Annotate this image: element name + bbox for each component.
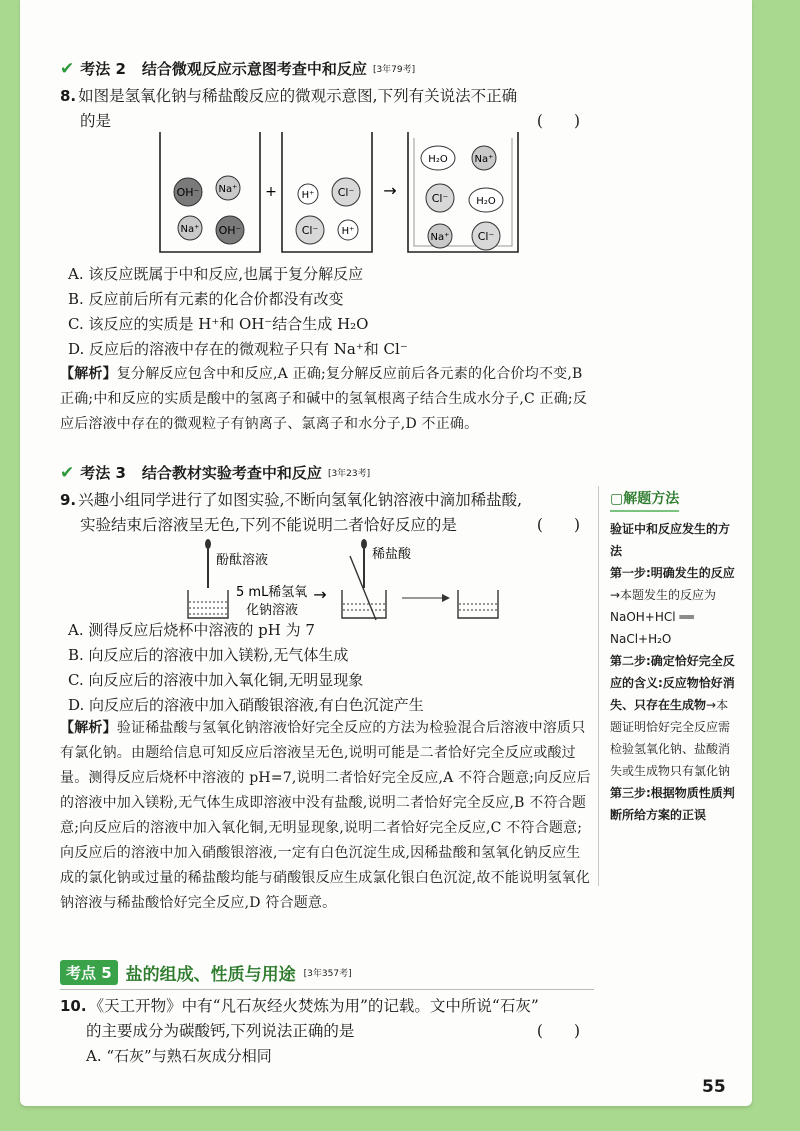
option-c[interactable]: C. 向反应后的溶液中加入氧化铜,无明显现象: [68, 671, 364, 689]
stem-line: 的主要成分为碳酸钙,下列说法正确的是: [86, 1022, 355, 1040]
question-number: 8.: [60, 87, 77, 105]
check-icon: ✔: [60, 58, 75, 79]
explanation-label: 【解析】: [60, 720, 117, 736]
kaodian-count: [3年357考]: [303, 969, 352, 979]
option-b[interactable]: B. 向反应后的溶液中加入镁粉,无气体生成: [68, 646, 349, 664]
particle-label: H⁺: [341, 226, 355, 237]
question-9-stem: [60, 488, 594, 538]
label-hcl: 稀盐酸: [372, 547, 412, 562]
stem-line: 如图是氢氧化钠与稀盐酸反应的微观示意图,下列有关说法不正确: [78, 87, 518, 105]
experiment-diagram: [180, 538, 500, 624]
kaofa-label: 考法 3: [80, 464, 126, 482]
particle-label: H₂O: [476, 196, 496, 207]
particle-label: Na⁺: [430, 232, 450, 243]
step-1-text: →本题发生的反应为 NaOH+HCl ══ NaCl+H₂O: [610, 588, 717, 646]
arrow-icon: →: [313, 585, 327, 604]
plus-sign: +: [265, 184, 277, 200]
option-b[interactable]: B. 反应前后所有元素的化合价都没有改变: [68, 290, 344, 308]
particle-label: Cl⁻: [337, 186, 355, 199]
question-number: 10.: [60, 997, 87, 1015]
step-3-label: 第三步:根据物质性质判断所给方案的正误: [610, 786, 735, 822]
sidebar-intro: 验证中和反应发生的方法: [610, 522, 731, 558]
column-divider: [598, 486, 599, 886]
reaction-diagram: [150, 128, 530, 260]
particle-label: Cl⁻: [477, 230, 495, 243]
answer-paren: ( ): [536, 516, 580, 534]
kaofa-3-heading: [60, 462, 594, 483]
particle-label: Na⁺: [180, 224, 200, 235]
step-1-label: 第一步:明确发生的反应: [610, 566, 735, 580]
explanation-text: 验证稀盐酸与氢氧化钠溶液恰好完全反应的方法为检验混合后溶液中溶质只有氯化钠。由题给信息可知反应后溶液呈无色,说明可能是二者恰好完全反应或酸过量。测得反应后烧杯中溶液的 pH=7,说明二者恰好完全反应,A 不符合题意;向反应后的溶液中加入镁粉,无气体生成即溶液中没有盐酸,说明二者恰好完全反应,B 不符合题意;向反应后的溶液中加入氧化铜,无明显现象,说明二者恰好完全反应,C 不符合题意;向反应后的溶液中加入硝酸银溶液,一定有白色沉淀生成,因稀盐酸和氢氧化钠反应生成的氯化钠或过量的稀盐酸均能与硝酸银反应生成氯化银白色沉淀,故不能说明氢氧化钠溶液与稀盐酸恰好完全反应,D 符合题意。: [60, 720, 591, 911]
kaofa-label: 考法 2: [80, 60, 126, 78]
kaofa-title: 结合微观反应示意图考查中和反应: [141, 60, 367, 78]
particle-label: OH⁻: [176, 186, 200, 199]
question-8-options: [60, 262, 594, 362]
kaodian-title: 盐的组成、性质与用途: [125, 965, 296, 985]
stem-line: 兴趣小组同学进行了如图实验,不断向氢氧化钠溶液中滴加稀盐酸,: [78, 491, 522, 509]
kaofa-count: [3年23考]: [327, 469, 371, 479]
question-8-stem: [60, 84, 594, 134]
check-icon: ✔: [60, 462, 75, 483]
answer-paren: ( ): [536, 1022, 580, 1040]
particle-label: H⁺: [301, 190, 315, 201]
option-a[interactable]: A. 该反应既属于中和反应,也属于复分解反应: [68, 265, 364, 283]
book-icon: ▢: [610, 491, 624, 507]
particle-label: H₂O: [428, 154, 448, 165]
particle-label: Cl⁻: [301, 224, 319, 237]
question-9-options: [60, 618, 594, 718]
kaofa-count: [3年79考]: [372, 65, 416, 75]
answer-paren: ( ): [536, 112, 580, 130]
option-d[interactable]: D. 向反应后的溶液中加入硝酸银溶液,有白色沉淀产生: [68, 696, 424, 714]
label-phenolphthalein: 酚酞溶液: [216, 553, 269, 568]
label-naoh-2: 化钠溶液: [246, 603, 299, 618]
question-8-explanation: [60, 362, 594, 437]
stem-line: 的是: [80, 112, 112, 130]
question-10-stem: [60, 994, 594, 1069]
kaofa-title: 结合教材实验考查中和反应: [141, 464, 322, 482]
question-9-explanation: [60, 716, 594, 916]
option-c[interactable]: C. 该反应的实质是 H⁺和 OH⁻结合生成 H₂O: [68, 315, 369, 333]
stem-line: 实验结束后溶液呈无色,下列不能说明二者恰好反应的是: [80, 516, 457, 534]
beaker-3: [408, 132, 518, 252]
particle-label: Cl⁻: [431, 192, 449, 205]
explanation-label: 【解析】: [60, 366, 117, 382]
option-a[interactable]: A. “石灰”与熟石灰成分相同: [86, 1047, 272, 1065]
method-sidebar: [610, 488, 738, 826]
step-2-text: →本题证明恰好完全反应需检验氢氧化钠、盐酸消失或生成物只有氯化钠: [610, 698, 731, 778]
step-2-label: 第二步:确定恰好完全反应的含义:反应物恰好消失、只存在生成物: [610, 654, 735, 712]
question-number: 9.: [60, 491, 77, 509]
sidebar-title: ▢解题方法: [610, 488, 679, 512]
stem-line: 《天工开物》中有“凡石灰经火焚炼为用”的记载。文中所说“石灰”: [88, 997, 539, 1015]
particle-label: Na⁺: [218, 184, 238, 195]
particle-label: Na⁺: [474, 154, 494, 165]
kaodian-badge: 考点 5: [60, 960, 118, 985]
kaofa-2-heading: [60, 58, 594, 79]
option-d[interactable]: D. 反应后的溶液中存在的微观粒子只有 Na⁺和 Cl⁻: [68, 340, 408, 358]
page-number: 55: [702, 1077, 726, 1097]
arrow-icon: →: [383, 181, 397, 200]
label-naoh: 5 mL稀氢氧: [236, 585, 308, 600]
particle-label: OH⁻: [218, 224, 242, 237]
kaodian-5-heading: [60, 960, 594, 990]
book-page: [20, 0, 752, 1106]
explanation-text: 复分解反应包含中和反应,A 正确;复分解反应前后各元素的化合价均不变,B 正确;中和反应的实质是酸中的氢离子和碱中的氢氧根离子结合生成水分子,C 正确;反应后溶液中存在的微观粒子有钠离子、氯离子和水分子,D 不正确。: [60, 366, 588, 432]
option-a[interactable]: A. 测得反应后烧杯中溶液的 pH 为 7: [68, 621, 315, 639]
